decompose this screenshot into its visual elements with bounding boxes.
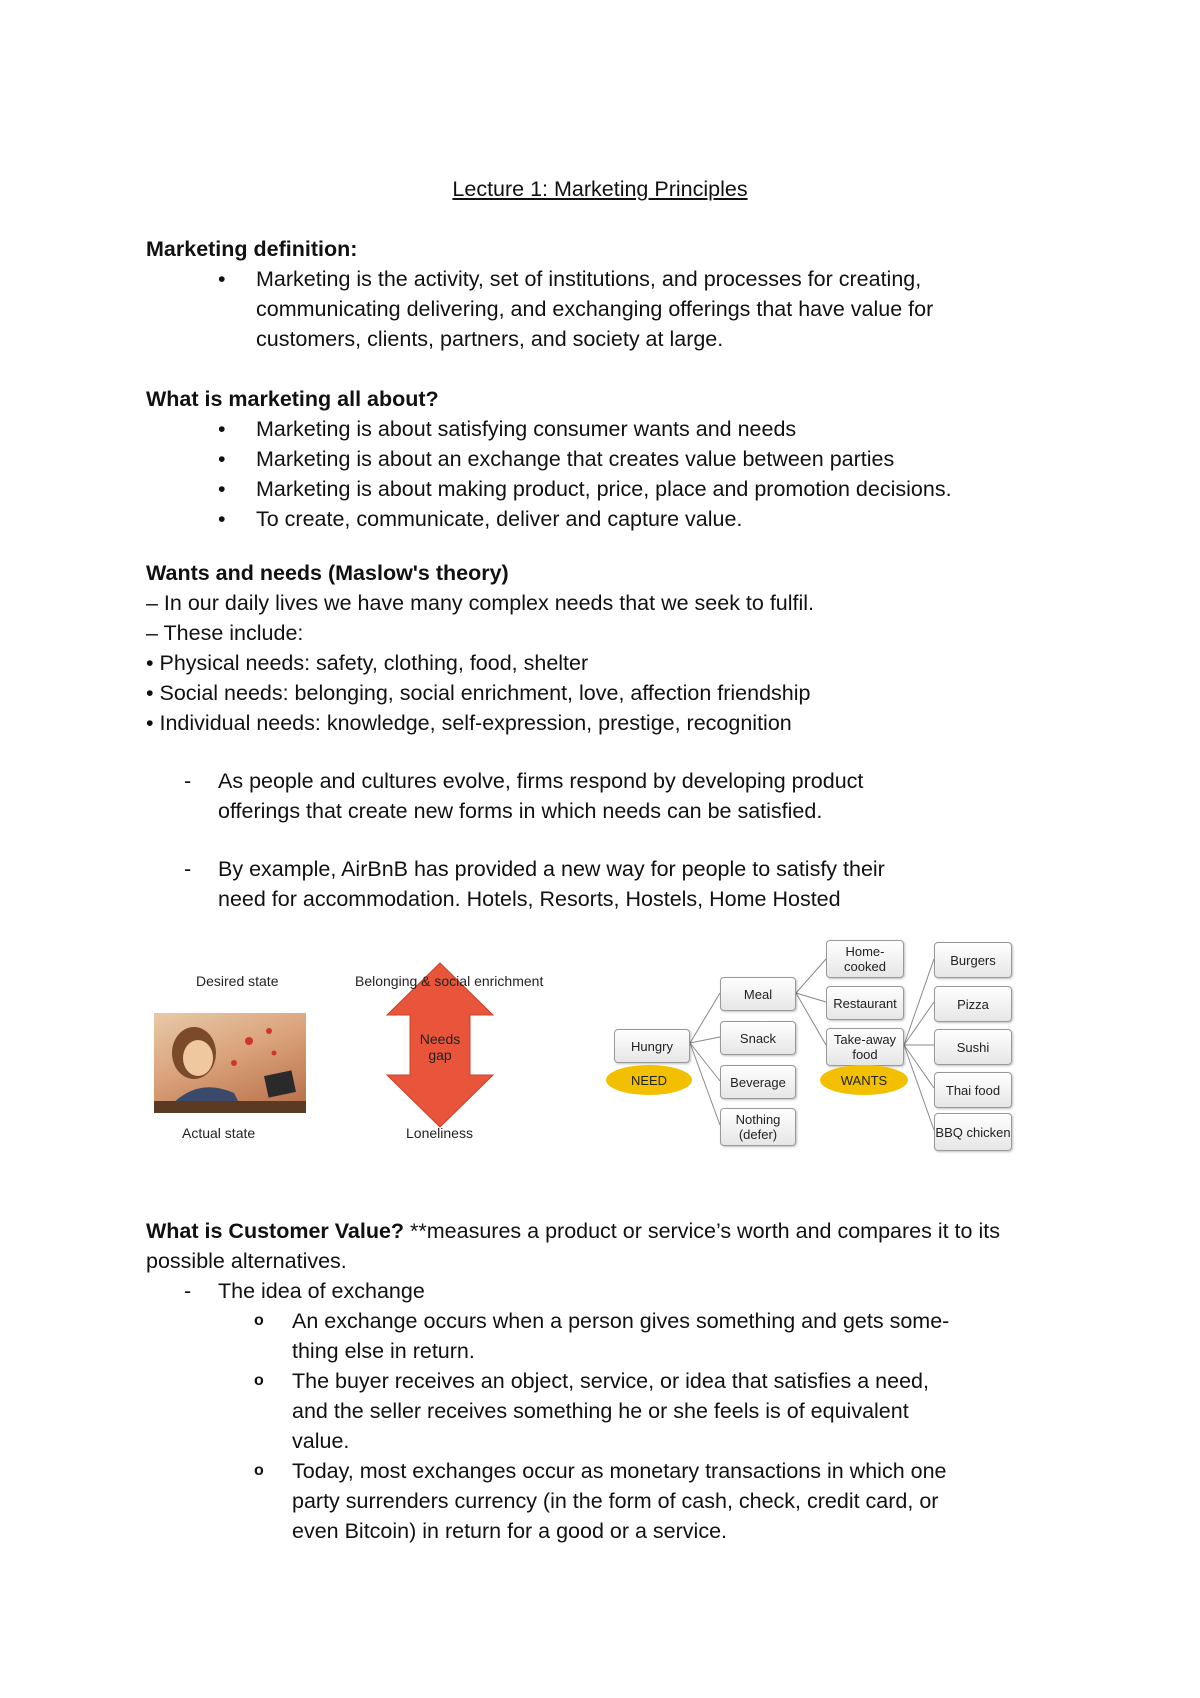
list-item [146,1456,972,1546]
person-icon [154,1013,306,1113]
thinking-person-photo [154,1013,306,1113]
about-list [146,414,1046,534]
customer-value-paragraph [146,1216,1046,1276]
dash-item [146,1276,1118,1306]
list-item-text: To create, communicate, deliver and capture value. [256,507,743,531]
dash-mark: - [184,1279,192,1303]
home-cooked-box: Home-cooked [826,940,904,978]
customer-value-text: **measures a product or service’s worth and compares it to its possible alternatives. [146,1219,1000,1273]
dash-mark: - [184,769,192,793]
dash-item-text: As people and cultures evolve, firms respond by developing product offerings that create new forms in which needs can be satisfied. [218,769,864,823]
hungry-box: Hungry [614,1029,690,1063]
list-item-text: Marketing is about an exchange that creates value between parties [256,447,895,471]
list-item-text: Marketing is about satisfying consumer wants and needs [256,417,797,441]
actual-state-label: Actual state [182,1125,256,1141]
take-away-box: Take-away food [826,1028,904,1066]
list-item [146,444,1046,474]
needs-gap-label: Needs gap [419,1031,461,1063]
burgers-box: Burgers [934,942,1012,978]
dash-item [146,854,918,914]
definition-heading: Marketing definition: [146,237,358,261]
pizza-box: Pizza [934,986,1012,1022]
meal-box: Meal [720,977,796,1011]
need-tag: NEED [606,1065,692,1095]
maslow-line: – These include: [146,621,304,645]
maslow-line: • Physical needs: safety, clothing, food, shelter [146,651,589,675]
restaurant-box: Restaurant [826,986,904,1020]
sushi-box: Sushi [934,1029,1012,1065]
bullet-mark: • [218,477,226,501]
exchange-list [146,1306,1046,1546]
thai-food-box: Thai food [934,1072,1012,1108]
bbq-chicken-box: BBQ chicken [934,1113,1012,1151]
maslow-line: – In our daily lives we have many complex needs that we seek to fulfil. [146,591,815,615]
belonging-label: Belonging & social enrichment [355,973,544,989]
list-item-text: Marketing is the activity, set of institutions, and processes for creating, communicating delivering, and exchanging offerings that have value for customers, clients, partners, and society at large. [256,267,934,351]
list-item-text: Today, most exchanges occur as monetary transactions in which one party surrenders currency (in the form of cash, check, credit card, or even Bitcoin) in return for a good or a service. [292,1459,947,1543]
dash-item-text: By example, AirBnB has provided a new way for people to satisfy their need for accommodation. Hotels, Resorts, Hostels, Home Hosted [218,857,885,911]
page-title: Lecture 1: Marketing Principles [452,177,748,201]
list-item [146,1366,952,1456]
customer-value-heading: What is Customer Value? [146,1219,405,1243]
bullet-mark: • [218,267,226,291]
needs-wants-figure [140,940,1020,1160]
list-item-text: Marketing is about making product, price, place and promotion decisions. [256,477,952,501]
dash-item [146,766,918,826]
maslow-line: • Social needs: belonging, social enrichment, love, affection friendship [146,681,811,705]
bullet-mark: • [218,417,226,441]
about-heading: What is marketing all about? [146,387,439,411]
bullet-mark: • [218,507,226,531]
list-item [146,264,1026,354]
dash-item-text: The idea of exchange [218,1279,425,1303]
list-item [146,1306,952,1366]
list-item-text: An exchange occurs when a person gives something and gets some-thing else in return. [292,1309,950,1363]
list-item-text: The buyer receives an object, service, or idea that satisfies a need, and the seller receives something he or she feels is of equivalent value. [292,1369,929,1453]
maslow-heading: Wants and needs (Maslow's theory) [146,561,509,585]
circle-bullet-mark: o [254,1372,264,1389]
nothing-box: Nothing (defer) [720,1108,796,1146]
circle-bullet-mark: o [254,1462,264,1479]
list-item [146,504,1046,534]
desired-state-label: Desired state [196,973,279,989]
list-item [146,414,1046,444]
maslow-line: • Individual needs: knowledge, self-expression, prestige, recognition [146,711,792,735]
bullet-mark: • [218,447,226,471]
dash-mark: - [184,857,192,881]
circle-bullet-mark: o [254,1312,264,1329]
snack-box: Snack [720,1021,796,1055]
wants-tag: WANTS [820,1065,908,1095]
definition-list [146,264,1026,354]
list-item [146,474,1046,504]
loneliness-label: Loneliness [406,1125,473,1141]
beverage-box: Beverage [720,1065,796,1099]
